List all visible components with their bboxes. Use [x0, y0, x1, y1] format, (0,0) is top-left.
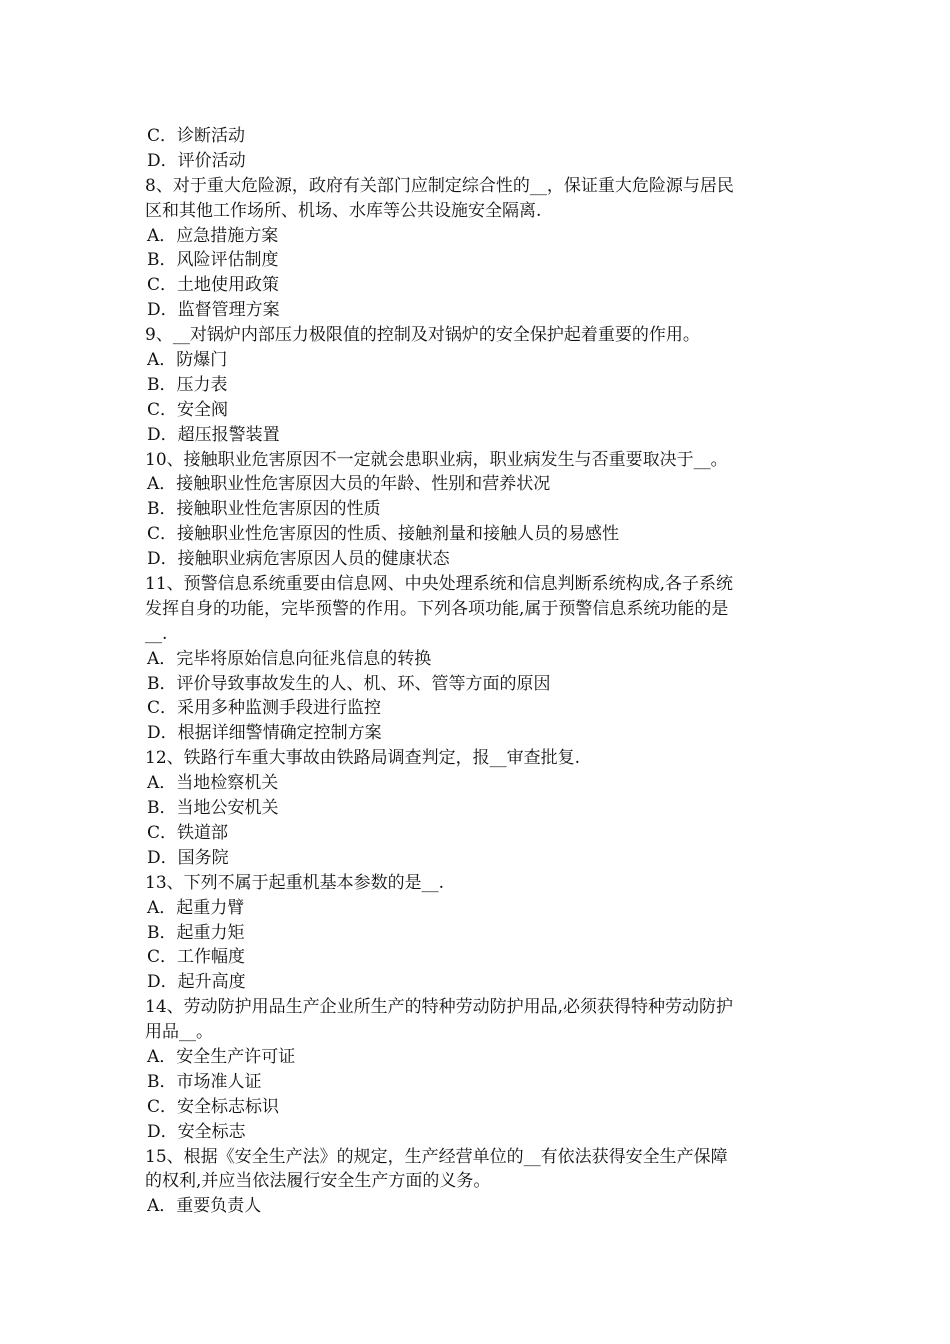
option-line: A．应急措施方案 [147, 225, 279, 246]
option-line: C．安全阀 [147, 399, 229, 420]
option-line: D．监督管理方案 [147, 300, 280, 321]
question-stem-line: 13、下列不属于起重机基本参数的是__. [145, 872, 445, 893]
option-line: C．铁道部 [147, 822, 229, 843]
option-line: A．防爆门 [147, 350, 228, 371]
option-line: C．采用多种监测手段进行监控 [147, 698, 382, 719]
question-stem-line: 11、预警信息系统重要由信息网、中央处理系统和信息判断系统构成,各子系统 [145, 574, 734, 595]
option-line: D．根据详细警情确定控制方案 [147, 723, 382, 744]
question-stem-line: 12、铁路行车重大事故由铁路局调查判定，报__审查批复. [145, 748, 581, 769]
option-line: D．评价活动 [147, 150, 246, 171]
question-stem-line: 8、对于重大危险源，政府有关部门应制定综合性的__，保证重大危险源与居民 [145, 175, 734, 196]
option-line: A．安全生产许可证 [147, 1046, 296, 1067]
option-line: C．工作幅度 [147, 947, 246, 968]
option-line: B．当地公安机关 [147, 798, 279, 819]
option-line: C．安全标志标识 [147, 1096, 280, 1117]
document-page-body [145, 124, 817, 1219]
option-line: B．接触职业性危害原因的性质 [147, 499, 381, 520]
option-line: B．风险评估制度 [147, 250, 279, 271]
option-line: D．安全标志 [147, 1121, 246, 1142]
option-line: B．压力表 [147, 374, 228, 395]
option-line: B．评价导致事故发生的人、机、环、管等方面的原因 [147, 673, 551, 694]
question-stem-line: 发挥自身的功能，完毕预警的作用。下列各项功能,属于预警信息系统功能的是 [145, 598, 729, 619]
option-line: A．接触职业性危害原因大员的年龄、性别和营养状况 [147, 474, 551, 495]
question-stem-line: 15、根据《安全生产法》的规定，生产经营单位的__有依法获得安全生产保障 [145, 1146, 728, 1167]
option-line: A．重要负责人 [147, 1196, 262, 1217]
question-stem-line: 的权利,并应当依法履行安全生产方面的义务。 [145, 1171, 491, 1192]
option-line: D．超压报警装置 [147, 424, 280, 445]
option-line: A．完毕将原始信息向征兆信息的转换 [147, 648, 432, 669]
question-stem-line: 14、劳动防护用品生产企业所生产的特种劳动防护用品,必须获得特种劳动防护 [145, 997, 734, 1018]
question-stem-line: __. [145, 623, 168, 644]
option-line: A．当地检察机关 [147, 773, 279, 794]
question-stem-line: 9、__对锅炉内部压力极限值的控制及对锅炉的安全保护起着重要的作用。 [145, 325, 700, 346]
option-line: D．接触职业病危害原因人员的健康状态 [147, 549, 450, 570]
option-line: D．起升高度 [147, 972, 246, 993]
question-stem-line: 区和其他工作场所、机场、水库等公共设施安全隔离. [145, 200, 542, 221]
option-line: C．接触职业性危害原因的性质、接触剂量和接触人员的易感性 [147, 524, 620, 545]
option-line: B．起重力矩 [147, 922, 245, 943]
question-stem-line: 用品__。 [145, 1022, 213, 1043]
option-line: C．土地使用政策 [147, 275, 280, 296]
option-line: B．市场准人证 [147, 1071, 262, 1092]
option-line: C．诊断活动 [147, 126, 246, 146]
option-line: A．起重力臂 [147, 897, 245, 918]
option-line: D．国务院 [147, 847, 229, 868]
question-stem-line: 10、接触职业危害原因不一定就会患职业病，职业病发生与否重要取决于__。 [145, 449, 728, 470]
